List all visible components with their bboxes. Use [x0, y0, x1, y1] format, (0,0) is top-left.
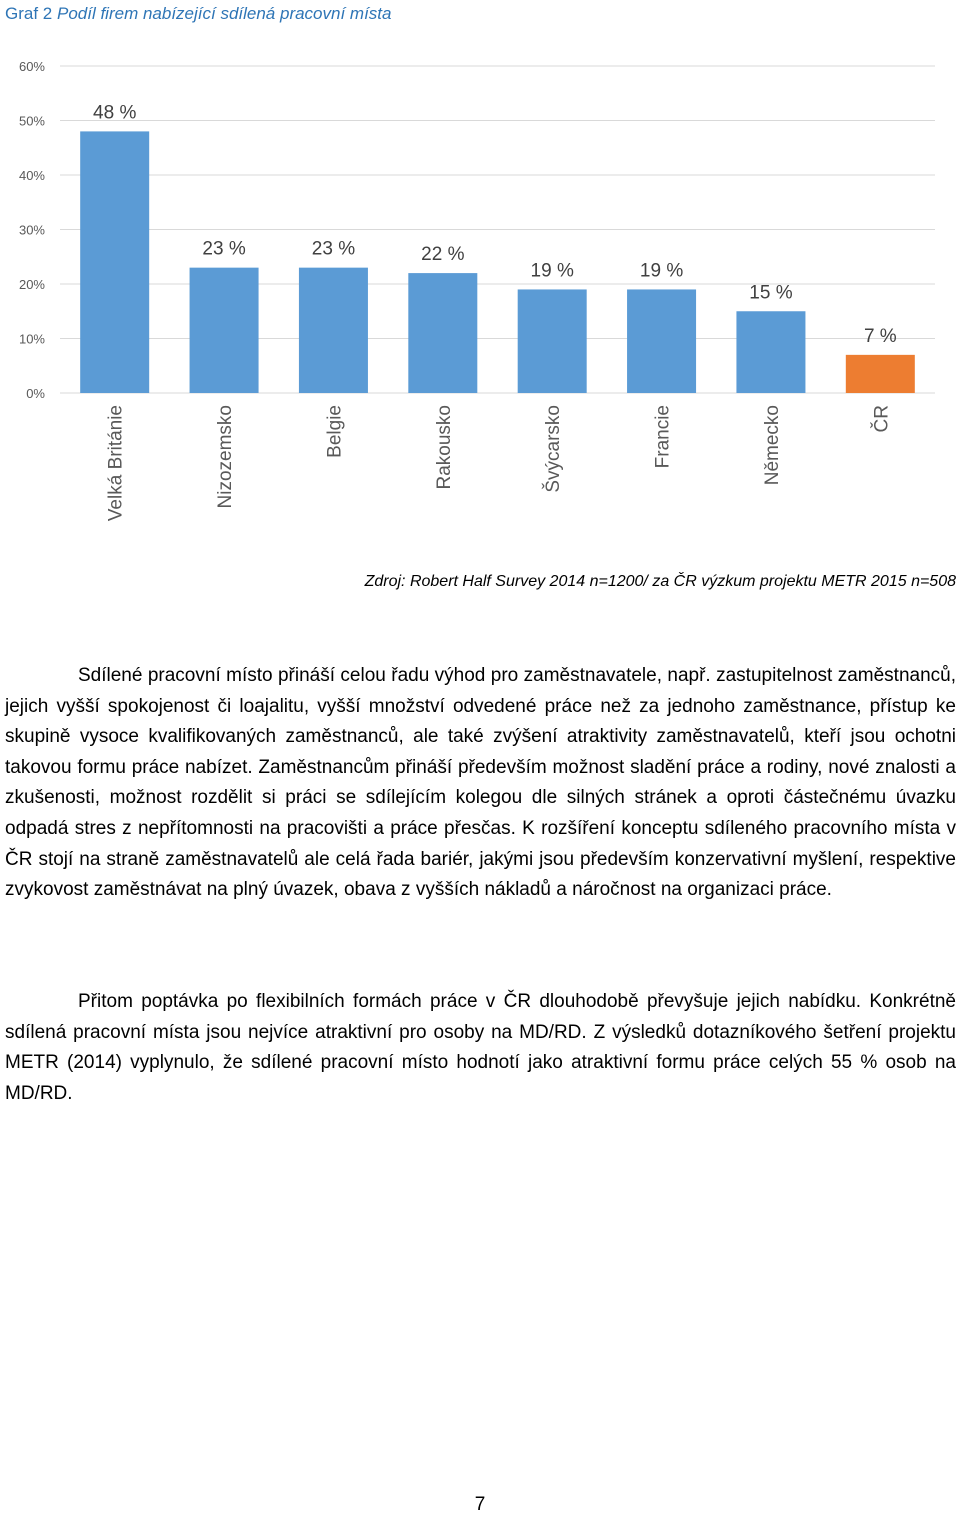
bar-chart	[0, 40, 960, 540]
y-tick-label: 10%	[18, 331, 45, 347]
category-label: Velká Británie	[105, 405, 127, 522]
page-number: 7	[474, 1494, 486, 1515]
paragraph-1: Sdílené pracovní místo přináší celou řadu výhod pro zaměstnavatele, např. zastupitelnost zaměstnanců, jejich vyšší spokojenost či loajalitu, vyšší množství odvedené práce než za jednoho zaměstnance, přístup ke skupině vysoce kvalifikovaných zaměstnanců, ale také zvýšení atraktivity zaměstnavatelů, kteří jsou ochotni takovou formu práce nabízet. Zaměstnancům přináší především možnost sladění práce a rodiny, nové znalosti a zkušenosti, možnost rozdělit si práci se sdílejícím kolegou dle silných stránek a oproti částečnému úvazku odpadá stres z nepřítomnosti na pracovišti a práce přesčas. K rozšíření konceptu sdíleného pracovního místa v ČR stojí na straně zaměstnavatelů ale celá řada bariér, jakými jsou především konzervativní myšlení, respektive zvykovost zaměstnávat na plný úvazek, obava z vyšších nákladů a náročnost na organizaci práce.	[5, 665, 956, 901]
bar	[736, 311, 805, 393]
bar	[299, 268, 368, 393]
data-label: 19 %	[530, 260, 574, 282]
data-label: 19 %	[639, 260, 684, 282]
bar	[846, 355, 915, 393]
data-label: 48 %	[93, 102, 137, 124]
data-label: 22 %	[421, 244, 465, 266]
data-label: 15 %	[749, 282, 793, 304]
category-label: Francie	[652, 405, 674, 469]
data-label: 23 %	[202, 238, 246, 260]
category-label: ČR	[871, 405, 893, 433]
y-tick-label: 40%	[18, 168, 45, 183]
caption-title: Podíl firem nabízející sdílená pracovní místa	[56, 4, 392, 23]
bar	[408, 273, 477, 393]
bar	[80, 131, 149, 393]
data-label: 23 %	[311, 238, 356, 260]
chart-source: Zdroj: Robert Half Survey 2014 n=1200/ za ČR výzkum projektu METR 2015 n=508	[364, 573, 956, 590]
category-label: Švýcarsko	[543, 405, 565, 493]
y-tick-label: 30%	[18, 222, 45, 238]
category-label: Belgie	[324, 405, 346, 458]
data-label: 7 %	[863, 325, 897, 347]
y-tick-label: 0%	[26, 386, 45, 401]
paragraph-2: Přitom poptávka po flexibilních formách práce v ČR dlouhodobě převyšuje jejich nabídku. Konkrétně sdílená pracovní místa jsou nejvíce atraktivní pro osoby na MD/RD. Z výsledků dotazníkového šetření projektu METR (2014) vyplynulo, že sdílené pracovní místo hodnotí jako atraktivní formu práce celých 55 % osob na MD/RD.	[5, 991, 956, 1104]
category-label: Německo	[761, 405, 783, 486]
category-label: Nizozemsko	[215, 405, 237, 509]
category-label: Rakousko	[433, 405, 455, 490]
caption-prefix: Graf 2	[5, 4, 53, 23]
chart-caption	[5, 4, 391, 24]
y-tick-label: 50%	[18, 113, 45, 129]
bar	[627, 289, 696, 393]
bar	[190, 268, 259, 393]
bar	[518, 289, 587, 393]
y-tick-label: 20%	[18, 277, 45, 292]
y-tick-label: 60%	[18, 59, 45, 74]
